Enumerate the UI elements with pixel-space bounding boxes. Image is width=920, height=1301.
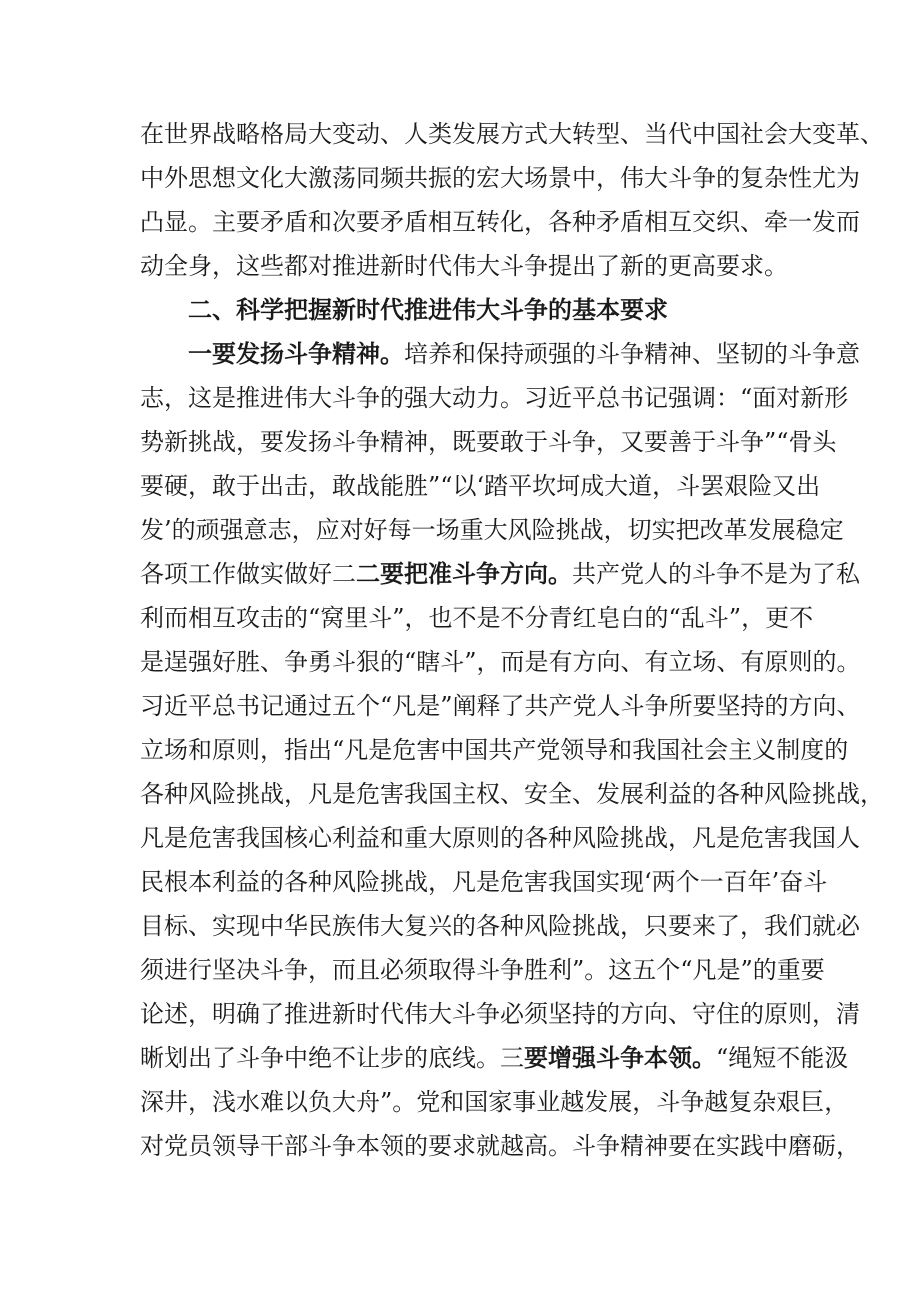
text-line: 民根本利益的各种风险挑战，凡是危害我国实现‘两个一百年’奋斗 <box>140 868 828 896</box>
text-line <box>188 334 860 374</box>
bold-lead: 一要发扬斗争精神。 <box>188 339 404 368</box>
text-line: 论述，明确了推进新时代伟大斗争必须坚持的方向、守住的原则，清 <box>140 1000 860 1028</box>
text-line: 志，这是推进伟大斗争的强大动力。习近平总书记强调：“面对新形 <box>140 384 849 412</box>
text-line: 发’的顽强意志，应对好每一场重大风险挑战，切实把改革发展稳定 <box>140 516 844 544</box>
text-line: 须进行坚决斗争，而且必须取得斗争胜利”。这五个“凡是”的重要 <box>140 956 825 984</box>
text-run: 晰划出了斗争中绝不让步的底线。三 <box>140 1044 524 1072</box>
bold-lead: 二要把准斗争方向。 <box>356 559 572 588</box>
text-line: 各种风险挑战，凡是危害我国主权、安全、发展利益的各种风险挑战， <box>140 780 884 808</box>
text-line: 在世界战略格局大变动、人类发展方式大转型、当代中国社会大变革、 <box>140 120 884 148</box>
bold-lead: 要增强斗争本领。 <box>524 1043 716 1072</box>
text-line: 势新挑战，要发扬斗争精神，既要敢于斗争，又要善于斗争”“骨头 <box>140 428 837 456</box>
section-heading: 二、科学把握新时代推进伟大斗争的基本要求 <box>188 295 668 324</box>
text-line: 凸显。主要矛盾和次要矛盾相互转化，各种矛盾相互交织、牵一发而 <box>140 208 860 236</box>
text-line: 凡是危害我国核心利益和重大原则的各种风险挑战，凡是危害我国人 <box>140 824 860 852</box>
text-line: 深井，浅水难以负大舟”。党和国家事业越发展，斗争越复杂艰巨， <box>140 1088 849 1116</box>
text-line: 中外思想文化大激荡同频共振的宏大场景中，伟大斗争的复杂性尤为 <box>140 164 860 192</box>
text-run: “绳短不能汲 <box>716 1044 849 1072</box>
text-run: 共产党人的斗争不是为了私 <box>572 560 860 588</box>
text-line: 立场和原则，指出“凡是危害中国共产党领导和我国社会主义制度的 <box>140 736 849 764</box>
text-line: 习近平总书记通过五个“凡是”阐释了共产党人斗争所要坚持的方向、 <box>140 692 861 720</box>
text-line <box>140 554 860 594</box>
text-run: 各项工作做实做好二 <box>140 560 356 588</box>
text-line: 动全身，这些都对推进新时代伟大斗争提出了新的更高要求。 <box>140 252 788 280</box>
text-line: 利而相互攻击的“窝里斗”，也不是不分青红皂白的“乱斗”，更不 <box>140 604 814 632</box>
text-run: 培养和保持顽强的斗争精神、坚韧的斗争意 <box>404 340 860 368</box>
text-line: 对党员领导干部斗争本领的要求就越高。斗争精神要在实践中磨砺， <box>140 1132 860 1160</box>
text-line: 要硬，敢于出击，敢战能胜”“以‘踏平坎坷成大道，斗罢艰险又出 <box>140 472 821 500</box>
text-line: 目标、实现中华民族伟大复兴的各种风险挑战，只要来了，我们就必 <box>140 912 860 940</box>
text-line <box>140 1038 849 1078</box>
text-line: 是逞强好胜、争勇斗狠的“瞎斗”，而是有方向、有立场、有原则的。 <box>140 648 861 676</box>
